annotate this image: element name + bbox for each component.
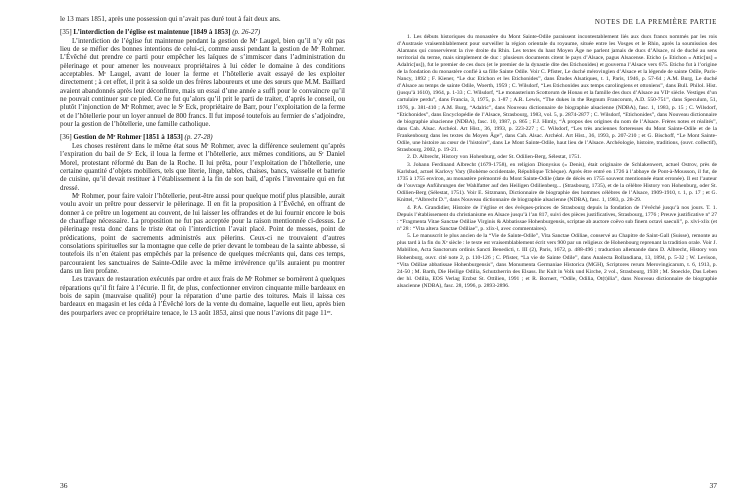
footnote: 4. P.A. Grandidier, Histoire de l’église et des évêques-princes de Strasbourg depuis la fondation de l’évêché jusqu’à nos jours. T. 1. Depuis l’établissement du christianisme en Alsace jusqu’à l’an 817, suivi des pièces justificatives, Strasbourg, 1776 ; Preuve justificative nº 27 : “Fragmenta Vitae Sanctae Odiliae Virginis & Abbatissae Hohenburgensis, scriptae ab auctore coëvo sub finem octavi saeculi”, p. xlvi-xlix (et nº 28 : “Vita altera Sanctae Odiliae”, p. xlix-l, avec commentaires). xyxy=(397,204,717,232)
section-36-title: Gestion de Mʳ Rohmer [1851 à 1853] xyxy=(73,133,183,142)
right-page xyxy=(375,0,750,500)
section-35-title: L’interdiction de l’église est maintenue [1849 à 1853] xyxy=(73,28,231,37)
left-page-number: 36 xyxy=(60,481,68,490)
footnote: 5. Le manuscrit le plus ancien de la “Vie de Sainte-Odile”, Vita Sanctae Odiliae, conservé au Chapitre de Saint-Gall (Suisse), remonte au plus tard à la fin du Xᵉ siècle : le texte est vraisemblablement écrit vers 900 par un religieux de Hohenbourg reprenant la tradition orale. Voir J. Mabillon, Acta Sanctorum ordinis Sancti Benedicti, t. III (2), Paris, 1672, p. 488-496 ; traduction allemande dans D. Albrecht, History von Hohenburg, ouvr. cité note 2, p. 110-126 ; C. Pfister, “La vie de Sainte Odile”, dans Analecta Bollandiana, 13, 1894, p. 5-32 ; W. Levison, “Vita Odiliae abbatissae Hohenburgensis”, dans Monumenta Germaniae Historica (MGH), Scriptores rerum Merovingicarum, t. 6, 1913, p. 24-50 ; M. Barth, Die Heilige Odilia, Schutzherrin des Elsass. Ihr Kult in Volk und Kirche, 2 vol., Strasbourg, 1938 ; M. Stoeckle, Das Leben der hl. Odilia, EOS Verlag Erzbst St. Ottilien, 1991 ; et R. Bornert, “Odile, Odilia, Ot(t)ilia”, dans Nouveau dictionnaire de biographie alsacienne (NDBA), fasc. 28, 1996, p. 2893-2896. xyxy=(397,233,717,289)
section-36-paragraph: Les travaux de restauration exécutés par ordre et aux frais de Mʳ Rohmer se bornèrent à quelques réparations qu’il fit faire à l’écurie. Il fit, de plus, confectionner environ cinquante mille bardeaux en bois de sapin (mauvaise qualité) pour la réparation d’une partie des toitures. Mais il laissa ces bardeaux en magasin et les céda à l’Évêché lors de la vente du domaine, laquelle eut lieu, après bien des pourparlers avec ce propriétaire tenace, le 13 août 1853, ainsi que nous l’avions dit page 11ᵉᵉ. xyxy=(60,275,345,317)
section-36-paragraph: Mʳ Rohmer, pour faire valoir l’hôtellerie, peut-être aussi pour quelque motif plus plausible, aurait voulu avoir un prêtre pour desservir le pèlerinage. Il en fit la proposition à l’Évêché, en offrant de donner à ce prêtre un logement au couvent, de lui laisser les offrandes et de lui fournir encore le bois de chauffage nécessaire. La proposition ne fut pas acceptée pour la raison mentionnée ci-dessus. Le pèlerinage resta donc dans le triste état où l’interdiction l’avait placé. Point de messes, point de prédications, point de sacrements administrés aux pèlerins. Ceux-ci ne trouvaient d’autres consolations spirituelles sur la montagne que celle de prier devant le tombeau de la sainte abbesse, si toutefois ils n’en étaient pas empêchés par la présence de quelques mécréants qui, dans ces temps, parcouraient les sanctuaires de Sainte-Odile avec la même irrévérence qu’ils auraient pu montrer dans un lieu profane. xyxy=(60,191,345,275)
section-35-text: L’interdiction de l’église fut maintenue pendant la gestion de Mʳ Laugel, bien qu’il n’y eût pas lieu de se méfier des bonnes intentions de celui-ci, comme aussi pendant la gestion de Mʳ Rohmer. L’Évêché dut prendre ce parti pour empêcher les laïques de s’immiscer dans l’administration du pèlerinage et pour amener les nouveaux propriétaires à lui céder le domaine à des conditions acceptables. Mʳ Laugel, avant de louer la ferme et l’hôtellerie avait essayé de les exploiter directement ; à cet effet, il prit à sa solde un des frères laboureurs et une des sœurs que M.M. Baillard avaient abandonnés après leur déconfiture, mais un essai d’une année a suffi pour le convaincre qu’il ne pouvait continuer sur ce pied. Ce ne fut qu’alors qu’il prit le parti de traiter, d’après le conseil, ou plutôt l’injonction de Mʳ Rohmer, avec le Sʳ Eck, propriétaire de Barr, pour l’exploitation de la ferme et de l’hôtellerie pour un loyer annuel de 800 francs. Il fut imposé toutefois au fermier de s’adjoindre, pour la gestion de l’hôtellerie, une famille catholique. xyxy=(60,36,345,129)
section-35-ref: [35] xyxy=(60,28,72,37)
opening-line: le 13 mars 1851, après une possession qui n’avait pas duré tout à fait deux ans. xyxy=(60,15,281,23)
section-35-pages: (p. 26-27) xyxy=(232,28,261,37)
footnote: 1. Les débuts historiques du monastère du Mont Sainte-Odile paraissent incontestablement liés aux ducs francs nommés par les rois d’Austrasie vraisemblablement pour surveiller la région orientale du royaume, située entre les Vosges et le Rhin, après la soumission des Alamans qui conservèrent la rive droite du Rhin. Les textes du haut Moyen Âge ne parlent jamais de ducs d’Alsace, ni de duché au sens territorial du terme, mais simplement de duc : plusieurs documents citent le pays d’Alsace, pagus Alsacense. Eticho (« Etichon » Attic[us] » Adalric[us]), fut le premier de ces ducs (et le premier de la dynastie dite des Etichonides) et gouverna l’Alsace vers 675. Eticho fut à l’origine de la fondation du monastère confié à sa fille Sainte Odile. Voir C. Pfister, Le duché mérovingien d’Alsace et la légende de sainte Odile, Paris-Nancy, 1892 ; F. Kiener, “Le duc Etichon et les Etichonides”, dans Études Alsatiques, t. 1, Paris, 1946, p. 57-64 ; A.M. Burg, Le duché d’Alsace au temps de sainte Odile, Woerth, 1959 ; C. Wilsdorf, “Les Etichonides aux temps carolingiens et ottoniens”, dans Bull. Philol. Hist. (jusqu’à 1610), 1964, p. 1-33 ; C. Wilsdorf, “Le monasterium Scottorum de Honau et la famille des ducs d’Alsace au VIIᵉ siècle. Vestiges d’un cartulaire perdu”, dans Francia, 3, 1975, p. 1-87 ; A.R. Lewis, “The dukes in the Regnum Francorum, A.D. 550-751”, dans Speculum, 51, 1976, p. 381-410 ; A.M. Burg, “Adalric”, dans Nouveau dictionnaire de biographie alsacienne (NDBA), fasc. 1, 1983, p. 15 ; C. Wilsdorf, “Etichonides”, dans Encyclopédie de l’Alsace, Strasbourg, 1983, vol. 5, p. 2874-2877 ; C. Wilsdorf, “Etichonides”, dans Nouveau dictionnaire de biographie alsacienne (NDBA), fasc. 10, 1987, p. 865 ; F.J. Himly, “À propos des origines du nom de l’Alsace. Frères notes et réalités”, dans Cah. Alsac. Archéol. Art Hist., 36, 1993, p. 223-227 ; C. Wilsdorf, “Les très anciennes forteresses du Mont Sainte-Odile et de la Frankenbourg dans les textes du Moyen Âge”, dans Cah. Alsac. Archéol. Art Hist., 36, 1993, p. 207-210 ; et G. Bischoff, “Le Mont Sainte-Odile, une histoire au cœur de l’histoire”, dans Le Mont Sainte-Odile, haut lieu de l’Alsace. Archéologie, histoire, traditions, (ouvr. collectif), Strasbourg, 2002, p. 19-21. xyxy=(397,34,717,153)
section-36-pages: (p. 27-28) xyxy=(184,133,213,142)
left-text-column xyxy=(60,15,345,472)
section-36-ref: [36] xyxy=(60,133,72,142)
notes-title: NOTES DE LA PREMIÈRE PARTIE xyxy=(594,18,717,26)
section-36-paragraph: Les choses restèrent dans le même état sous Mʳ Rohmer, avec la différence seulement qu’après l’expiration du bail de Sʳ Eck, il loua la ferme et l’hôtellerie, aux mêmes conditions, au Sʳ Daniel Morel, protestant réformé du Ban de la Roche. Il lui prêta, pour l’exploitation de l’hôtellerie, une certaine quantité d’objets mobiliers, tels que literie, linge, tables, chaises, bancs, vaisselle et batterie de cuisine, qu’il devait restituer à l’établissement à la fin de son bail, d’après l’inventaire qui en fut dressé. xyxy=(60,141,345,192)
right-page-number: 37 xyxy=(709,481,717,490)
notes-column xyxy=(397,15,717,472)
section-35-heading xyxy=(60,28,345,36)
section-36-heading xyxy=(60,133,345,141)
footnote: 3. Johann Ferdinand Albrecht (1679-1758), en religion Dionysius (« Denis), était originaire de Schlakenwert, actuel Ostrov, près de Karlsbad, actuel Karlovy Vary (Bohème occidentale, République Tchèque). Après être entré en 1726 à l’abbaye de Pont-à-Mousson, il fut, de 1735 à 1755 environ, au monastère prémontré du Mont Sainte-Odile (date de décès en 1755 souvent mentionnée étant erronée). Il est l’auteur de l’ouvrage Anführungen der Wahlfatter auf den Heiligen Odilienberg... (Strasbourg, 1735), et de la célèbre History von Hohenburg, oder St. Odilien-Berg (Sélestat, 1751). Voir E. Sitzmann, Dictionnaire de biographie des hommes célèbres de l’Alsace, 1909-1910, t. 1, p. 17 ; et G. Knittel, “Albrecht D.”, dans Nouveau dictionnaire de biographie alsacienne (NDBA), fasc. 1, 1983, p. 28-29. xyxy=(397,161,717,204)
footnote: 2. D. Albrecht, History von Hohenburg, oder St. Odilien-Berg, Sélestat, 1751. xyxy=(407,154,582,161)
